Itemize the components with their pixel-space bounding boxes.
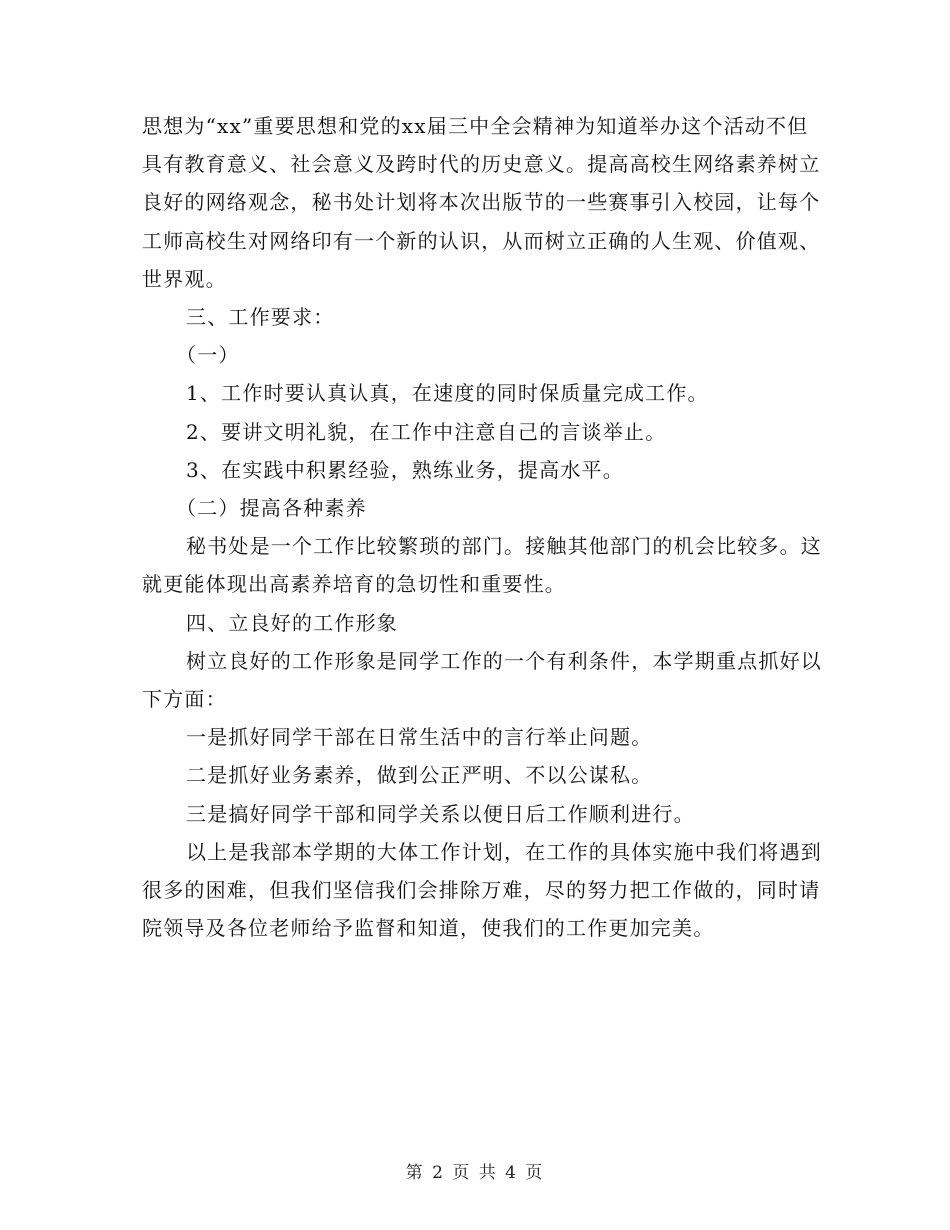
paragraph-work-image: 树立良好的工作形象是同学工作的一个有利条件，本学期重点抓好以下方面：: [142, 648, 822, 712]
paragraph-conclusion: 以上是我部本学期的大体工作计划，在工作的具体实施中我们将遇到很多的困难，但我们坚信我们会排除万难，尽的努力把工作做的，同时请院领导及各位老师给予监督和知道，使我们的工作更加完美。: [142, 839, 822, 941]
section-heading-work-image: 四、立良好的工作形象: [186, 610, 398, 635]
subsection-heading-two: （二）提高各种素养: [176, 496, 367, 521]
list-item: 2、要讲文明礼貌，在工作中注意自己的言谈举止。: [186, 419, 667, 444]
list-item: 三是搞好同学干部和同学关系以便日后工作顺利进行。: [186, 801, 695, 826]
paragraph-intro: 思想为“xx”重要思想和党的xx届三中全会精神为知道举办这个活动不但具有教育意义、社会意义及跨时代的历史意义。提高高校生网络素养树立良好的网络观念，秘书处计划将本次出版节的一些赛事引入校园，让每个工师高校生对网络印有一个新的认识，从而树立正确的人生观、价值观、世界观。: [142, 114, 821, 291]
list-item: 3、在实践中积累经验，熟练业务，提高水平。: [186, 457, 624, 482]
list-item: 1、工作时要认真认真，在速度的同时保质量完成工作。: [186, 381, 709, 406]
section-heading-work-requirements: 三、工作要求：: [186, 305, 335, 330]
subsection-heading-one: （一）: [176, 343, 240, 368]
page-number-footer: 第 2 页 共 4 页: [405, 1163, 545, 1183]
list-item: 一是抓好同学干部在日常生活中的言行举止问题。: [186, 725, 653, 750]
paragraph-secretariat: 秘书处是一个工作比较繁琐的部门。接触其他部门的机会比较多。这就更能体现出高素养培育的急切性和重要性。: [142, 534, 822, 597]
document-body: [142, 107, 822, 947]
list-item: 二是抓好业务素养，做到公正严明、不以公谋私。: [186, 763, 653, 788]
